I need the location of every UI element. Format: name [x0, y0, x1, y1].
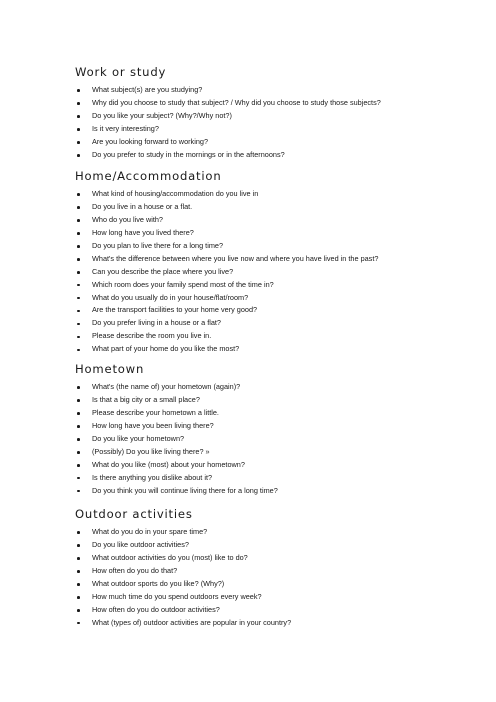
list-item: What (types of) outdoor activities are popular in your country?	[0, 617, 496, 630]
section-heading: Work or study	[75, 65, 167, 79]
bullet-icon	[77, 310, 80, 313]
question-list	[0, 381, 496, 497]
list-item: What outdoor activities do you (most) like to do?	[0, 552, 496, 565]
list-item: Do you think you will continue living there for a long time?	[0, 485, 496, 498]
bullet-icon	[77, 258, 80, 261]
bullet-icon	[77, 451, 80, 454]
list-item: Do you plan to live there for a long time?	[0, 240, 496, 253]
list-item: How long have you lived there?	[0, 227, 496, 240]
bullet-icon	[77, 596, 80, 599]
list-item: What do you do in your spare time?	[0, 526, 496, 539]
bullet-icon	[77, 464, 80, 467]
section-heading: Home/Accommodation	[75, 169, 222, 183]
bullet-icon	[77, 284, 80, 287]
list-item: Are you looking forward to working?	[0, 136, 496, 149]
list-item: Please describe your hometown a little.	[0, 407, 496, 420]
question-list	[0, 188, 496, 356]
bullet-icon	[77, 399, 80, 402]
bullet-icon	[77, 336, 80, 339]
bullet-icon	[77, 477, 80, 480]
list-item: Is there anything you dislike about it?	[0, 472, 496, 485]
list-item: What subject(s) are you studying?	[0, 84, 496, 97]
bullet-icon	[77, 115, 80, 118]
bullet-icon	[77, 245, 80, 248]
bullet-icon	[77, 349, 80, 352]
bullet-icon	[77, 193, 80, 196]
list-item: Please describe the room you live in.	[0, 330, 496, 343]
bullet-icon	[77, 271, 80, 274]
bullet-icon	[77, 531, 80, 534]
bullet-icon	[77, 557, 80, 560]
bullet-icon	[77, 570, 80, 573]
section-heading: Outdoor activities	[75, 507, 193, 521]
bullet-icon	[77, 232, 80, 235]
section-heading: Hometown	[75, 362, 145, 376]
list-item: Can you describe the place where you live?	[0, 266, 496, 279]
bullet-icon	[77, 412, 80, 415]
bullet-icon	[77, 141, 80, 144]
list-item: What part of your home do you like the most?	[0, 343, 496, 356]
bullet-icon	[77, 438, 80, 441]
list-item: Is that a big city or a small place?	[0, 394, 496, 407]
bullet-icon	[77, 323, 80, 326]
list-item: Who do you live with?	[0, 214, 496, 227]
list-item: Is it very interesting?	[0, 123, 496, 136]
list-item: How often do you do outdoor activities?	[0, 604, 496, 617]
bullet-icon	[77, 154, 80, 157]
bullet-icon	[77, 425, 80, 428]
bullet-icon	[77, 386, 80, 389]
list-item: What outdoor sports do you like? (Why?)	[0, 578, 496, 591]
list-item: Do you like outdoor activities?	[0, 539, 496, 552]
question-list	[0, 84, 496, 162]
list-item: What do you like (most) about your hometown?	[0, 459, 496, 472]
list-item: What's the difference between where you live now and where you have lived in the past?	[0, 253, 496, 266]
question-list	[0, 526, 496, 630]
list-item: How often do you do that?	[0, 565, 496, 578]
list-item: Do you prefer living in a house or a flat?	[0, 317, 496, 330]
bullet-icon	[77, 544, 80, 547]
bullet-icon	[77, 622, 80, 625]
list-item: Why did you choose to study that subject? / Why did you choose to study those subjects?	[0, 97, 496, 110]
list-item: Do you like your hometown?	[0, 433, 496, 446]
bullet-icon	[77, 219, 80, 222]
list-item: Are the transport facilities to your home very good?	[0, 304, 496, 317]
bullet-icon	[77, 89, 80, 92]
list-item: How much time do you spend outdoors every week?	[0, 591, 496, 604]
bullet-icon	[77, 297, 80, 300]
bullet-icon	[77, 490, 80, 493]
list-item: What kind of housing/accommodation do you live in	[0, 188, 496, 201]
list-item: (Possibly) Do you like living there? »	[0, 446, 496, 459]
list-item: Do you live in a house or a flat.	[0, 201, 496, 214]
bullet-icon	[77, 206, 80, 209]
bullet-icon	[77, 609, 80, 612]
bullet-icon	[77, 102, 80, 105]
list-item: What's (the name of) your hometown (again)?	[0, 381, 496, 394]
list-item: Which room does your family spend most of the time in?	[0, 279, 496, 292]
list-item: Do you like your subject? (Why?/Why not?)	[0, 110, 496, 123]
list-item: What do you usually do in your house/flat/room?	[0, 292, 496, 305]
list-item: Do you prefer to study in the mornings or in the afternoons?	[0, 149, 496, 162]
bullet-icon	[77, 583, 80, 586]
list-item: How long have you been living there?	[0, 420, 496, 433]
bullet-icon	[77, 128, 80, 131]
